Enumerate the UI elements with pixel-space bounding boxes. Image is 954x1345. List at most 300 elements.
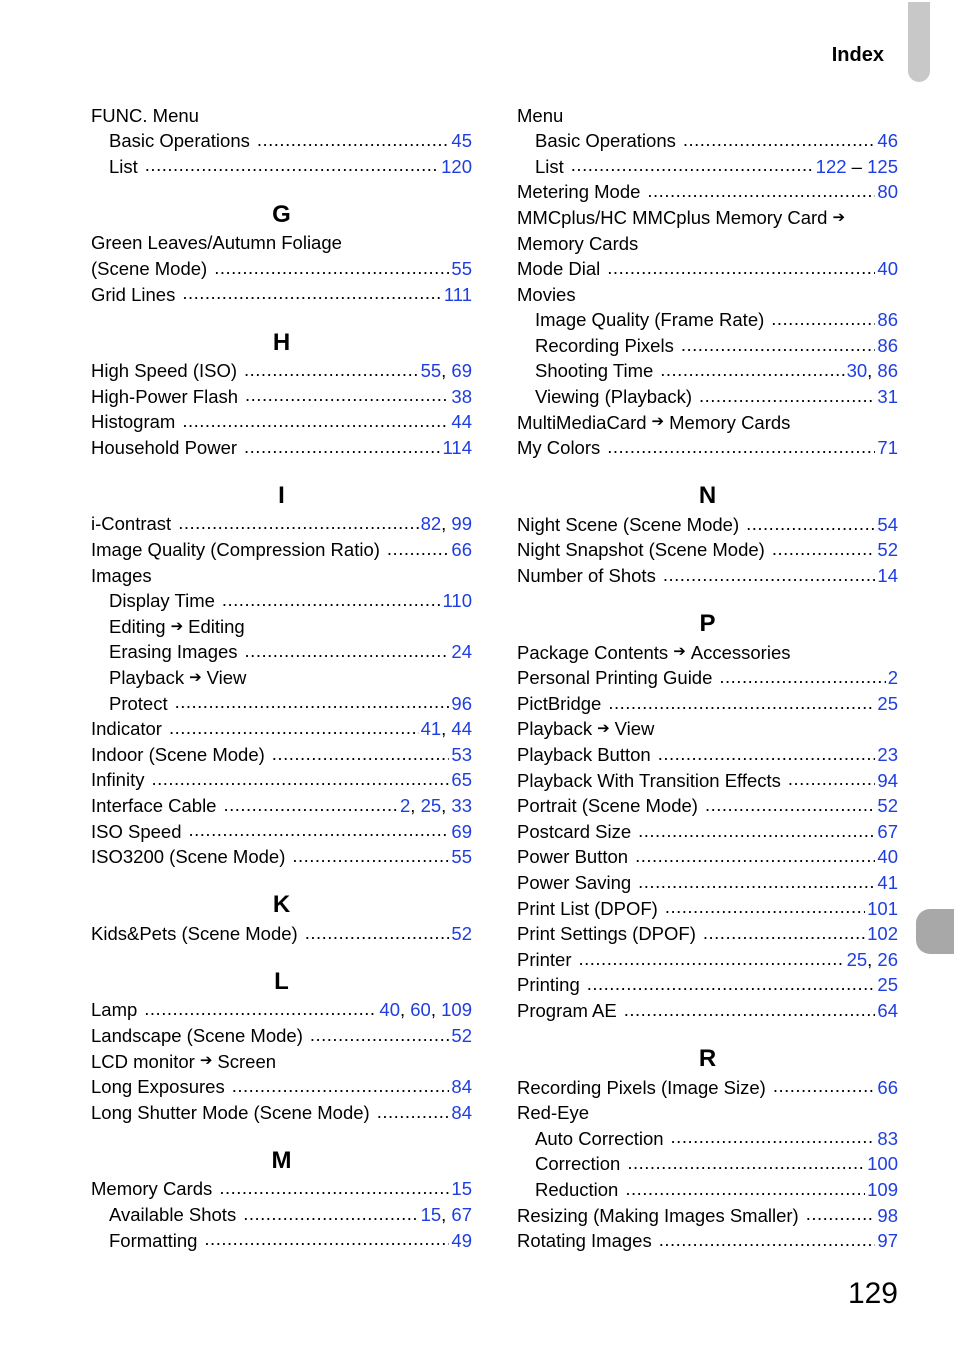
- page-link[interactable]: 98: [877, 1204, 898, 1226]
- page-link[interactable]: 52: [451, 1024, 472, 1046]
- page-link[interactable]: 100: [867, 1153, 898, 1175]
- entry-label: Printer: [517, 948, 572, 970]
- page-references: [877, 334, 898, 356]
- page-link[interactable]: 66: [877, 1076, 898, 1098]
- leader-dots: [703, 925, 865, 943]
- entry-label: Grid Lines: [91, 283, 176, 305]
- page-link[interactable]: 111: [443, 283, 472, 305]
- page-references: [877, 388, 898, 407]
- right-arrow-icon: ➔: [597, 720, 610, 738]
- index-subentry: [91, 129, 472, 155]
- index-entry: [517, 742, 898, 768]
- entry-label: Basic Operations: [109, 130, 250, 152]
- page-link[interactable]: 125: [867, 155, 898, 177]
- entry-label: Night Scene (Scene Mode): [517, 513, 740, 535]
- page-link[interactable]: 44: [451, 411, 472, 433]
- index-entry: [91, 512, 472, 538]
- page-references: [421, 720, 472, 739]
- page-link[interactable]: 52: [877, 795, 898, 817]
- page-link[interactable]: 80: [877, 181, 898, 203]
- page-link[interactable]: 86: [877, 360, 898, 382]
- page-link[interactable]: 65: [451, 769, 472, 791]
- entry-label: Number of Shots: [517, 565, 656, 587]
- entry-label: Reduction: [535, 1178, 619, 1200]
- entry-label: Resizing (Making Images Smaller): [517, 1204, 799, 1226]
- page-separator: ,: [441, 360, 452, 382]
- index-entry: [91, 538, 472, 564]
- page-link[interactable]: 86: [877, 309, 898, 331]
- page-separator: ,: [441, 513, 452, 535]
- entry-label: Metering Mode: [517, 181, 641, 203]
- page-link[interactable]: 71: [877, 437, 898, 459]
- page-link[interactable]: 25: [846, 948, 868, 970]
- page-link[interactable]: 44: [451, 718, 472, 740]
- leader-dots: [232, 1078, 450, 1096]
- index-entry: [517, 103, 898, 129]
- leader-dots: [219, 1181, 449, 1199]
- entry-label: Viewing (Playback): [535, 386, 692, 408]
- page-separator: –: [846, 155, 868, 177]
- leader-dots: [771, 312, 875, 330]
- leader-dots: [178, 516, 418, 534]
- index-subentry: [91, 614, 472, 640]
- entry-label: Rotating Images: [517, 1230, 652, 1252]
- see-reference: Accessories: [690, 641, 791, 663]
- page-link[interactable]: 94: [877, 769, 898, 791]
- index-entry: [91, 921, 472, 947]
- index-entry: [517, 845, 898, 871]
- index-subentry: [91, 1228, 472, 1254]
- page-link[interactable]: 55: [420, 360, 442, 382]
- index-entry: [517, 257, 898, 283]
- index-column-left: [91, 103, 472, 1254]
- page-references: [451, 541, 472, 560]
- leader-dots: [145, 158, 439, 176]
- side-index-tab: [916, 909, 954, 954]
- page-link[interactable]: 40: [877, 846, 898, 868]
- index-entry: [517, 1101, 898, 1127]
- entry-label: Recording Pixels: [535, 334, 674, 356]
- leader-dots: [305, 925, 450, 943]
- index-entry: [91, 1023, 472, 1049]
- page-references: [877, 871, 898, 893]
- page-references: [451, 1229, 472, 1251]
- leader-dots: [683, 132, 876, 150]
- entry-label: High Speed (ISO): [91, 360, 238, 382]
- index-letter-heading: K: [272, 891, 291, 919]
- page-link[interactable]: 40: [877, 258, 898, 280]
- index-entry: [517, 870, 898, 896]
- entry-label: Print Settings (DPOF): [517, 923, 696, 945]
- page-references: [877, 311, 898, 330]
- page-references: [420, 1203, 472, 1225]
- entry-label: Shooting Time: [535, 360, 654, 382]
- index-letter-heading: L: [274, 967, 289, 995]
- page-references: [400, 797, 472, 816]
- entry-label: My Colors: [517, 437, 601, 459]
- page-link[interactable]: 110: [442, 590, 472, 612]
- page-separator: ,: [867, 360, 878, 382]
- leader-dots: [659, 1232, 876, 1250]
- page-link[interactable]: 41: [877, 871, 898, 893]
- page-references: [451, 848, 472, 867]
- page-link[interactable]: 2: [887, 667, 898, 689]
- page-separator: ,: [430, 999, 442, 1021]
- index-entry: [517, 947, 898, 973]
- index-entry: [91, 1075, 472, 1101]
- page-link[interactable]: 120: [441, 155, 472, 177]
- page-references: [867, 925, 898, 944]
- entry-label: Protect: [109, 692, 168, 714]
- entry-label: Auto Correction: [535, 1127, 664, 1149]
- page-link[interactable]: 52: [877, 539, 898, 561]
- page-references: [877, 567, 898, 586]
- section-title: Index: [831, 44, 884, 66]
- leader-dots: [214, 260, 449, 278]
- entry-label: Image Quality (Frame Rate): [535, 309, 765, 331]
- page-link[interactable]: 26: [877, 948, 898, 970]
- entry-label: Lamp: [91, 999, 138, 1021]
- page-link[interactable]: 25: [877, 974, 898, 996]
- leader-dots: [144, 1002, 377, 1020]
- index-entry: [91, 231, 472, 257]
- entry-label: Playback With Transition Effects: [517, 769, 781, 791]
- page-link[interactable]: 49: [451, 1229, 472, 1251]
- entry-label: Portrait (Scene Mode): [517, 795, 698, 817]
- index-entry: [517, 691, 898, 717]
- page-link[interactable]: 102: [867, 923, 898, 945]
- entry-label: Postcard Size: [517, 820, 632, 842]
- entry-label: Green Leaves/Autumn Foliage: [91, 232, 342, 254]
- entry-label: Erasing Images: [109, 641, 238, 663]
- leader-dots: [746, 516, 875, 534]
- page-separator: ,: [399, 999, 411, 1021]
- page-references: [451, 1180, 472, 1199]
- page-link[interactable]: 67: [877, 820, 898, 842]
- index-entry: [91, 103, 472, 129]
- index-entry: [91, 410, 472, 436]
- leader-dots: [638, 874, 875, 892]
- leader-dots: [788, 772, 876, 790]
- index-letter-heading: I: [278, 481, 285, 509]
- page-references: [867, 1155, 898, 1174]
- page-separator: ,: [441, 1203, 452, 1225]
- entry-label: (Scene Mode): [91, 257, 208, 279]
- page-references: [877, 513, 898, 535]
- page-link[interactable]: 54: [877, 513, 898, 535]
- leader-dots: [658, 746, 876, 764]
- leader-dots: [223, 797, 398, 815]
- entry-label: Package Contents: [517, 641, 669, 663]
- entry-label: Images: [91, 564, 152, 586]
- index-entry: [91, 845, 472, 871]
- entry-label: Power Button: [517, 846, 629, 868]
- entry-label: Indoor (Scene Mode): [91, 743, 265, 765]
- page-link[interactable]: 114: [442, 436, 472, 458]
- entry-label: Red-Eye: [517, 1102, 589, 1124]
- leader-dots: [627, 1156, 865, 1174]
- page-link[interactable]: 46: [877, 130, 898, 152]
- index-subentry: [517, 1152, 898, 1178]
- page-separator: ,: [867, 948, 878, 970]
- index-subentry: [517, 333, 898, 359]
- index-entry: [517, 564, 898, 590]
- index-subentry: [517, 359, 898, 385]
- page-link[interactable]: 53: [451, 743, 472, 765]
- leader-dots: [773, 1079, 876, 1097]
- page-link[interactable]: 67: [451, 1203, 472, 1225]
- page-link[interactable]: 96: [451, 692, 472, 714]
- index-subentry: [517, 308, 898, 334]
- entry-label: ISO3200 (Scene Mode): [91, 846, 286, 868]
- page-link[interactable]: 69: [451, 820, 472, 842]
- index-entry: [91, 1100, 472, 1126]
- entry-label: Program AE: [517, 999, 617, 1021]
- index-letter-heading: N: [698, 482, 717, 510]
- index-entry: [517, 436, 898, 462]
- page-references: [451, 1101, 472, 1123]
- index-letter-heading: M: [271, 1146, 292, 1174]
- page-link[interactable]: 52: [451, 922, 472, 944]
- entry-label: Memory Cards: [517, 232, 639, 254]
- page-link[interactable]: 66: [451, 539, 472, 561]
- right-arrow-icon: ➔: [189, 668, 202, 686]
- page-references: [815, 155, 898, 177]
- index-entry: [91, 717, 472, 743]
- index-entry: [91, 256, 472, 282]
- index-entry: [91, 1177, 472, 1203]
- page-link[interactable]: 41: [420, 718, 442, 740]
- page-link[interactable]: 45: [451, 130, 472, 152]
- entry-label: Kids&Pets (Scene Mode): [91, 922, 298, 944]
- page-references: [451, 1078, 472, 1097]
- page-link[interactable]: 55: [451, 846, 472, 868]
- page-references: [888, 669, 898, 688]
- page-references: [421, 362, 472, 381]
- page-link[interactable]: 122: [815, 155, 847, 177]
- page-link[interactable]: 14: [877, 565, 898, 587]
- page-link[interactable]: 109: [441, 999, 472, 1021]
- leader-dots: [624, 1002, 876, 1020]
- index-entry: [91, 793, 472, 819]
- index-entry: [517, 1203, 898, 1229]
- page-references: [379, 1001, 472, 1020]
- entry-label: PictBridge: [517, 692, 602, 714]
- page-link[interactable]: 83: [877, 1127, 898, 1149]
- see-reference: Screen: [217, 1050, 277, 1072]
- entry-label: List: [535, 155, 564, 177]
- entry-label: Printing: [517, 974, 580, 996]
- page-references: [451, 692, 472, 714]
- index-subentry: [91, 589, 472, 615]
- leader-dots: [377, 1104, 450, 1122]
- index-entry: [517, 231, 898, 257]
- leader-dots: [638, 823, 875, 841]
- leader-dots: [635, 849, 875, 867]
- page-link[interactable]: 86: [877, 334, 898, 356]
- index-entry: [517, 205, 898, 231]
- page-link[interactable]: 24: [451, 641, 472, 663]
- index-entry: [517, 717, 898, 743]
- page-link[interactable]: 55: [451, 257, 472, 279]
- index-subentry: [517, 1126, 898, 1152]
- see-reference: Editing: [188, 615, 245, 637]
- entry-label: LCD monitor: [91, 1050, 195, 1072]
- index-column-right: [517, 103, 898, 1254]
- index-entry: [91, 819, 472, 845]
- entry-label: Infinity: [91, 769, 145, 791]
- entry-label: Image Quality (Compression Ratio): [91, 539, 380, 561]
- page-link[interactable]: 33: [451, 795, 472, 817]
- entry-label: Menu: [517, 104, 564, 126]
- page-references: [442, 436, 473, 458]
- index-entry: [517, 410, 898, 436]
- leader-dots: [310, 1027, 450, 1045]
- page-separator: ,: [441, 795, 452, 817]
- entry-label: Mode Dial: [517, 258, 601, 280]
- leader-dots: [579, 951, 845, 969]
- page-link[interactable]: 15: [420, 1203, 442, 1225]
- leader-dots: [587, 977, 876, 995]
- leader-dots: [189, 823, 450, 841]
- entry-label: Power Saving: [517, 871, 632, 893]
- index-entry: [517, 794, 898, 820]
- page-number: 129: [847, 1277, 898, 1310]
- page-references: [877, 132, 898, 151]
- leader-dots: [608, 695, 875, 713]
- entry-label: Histogram: [91, 411, 176, 433]
- page-references: [877, 820, 898, 842]
- page-references: [451, 922, 472, 944]
- page-link[interactable]: 30: [846, 360, 868, 382]
- see-reference: View: [206, 667, 247, 689]
- page-references: [451, 385, 472, 407]
- entry-label: MMCplus/HC MMCplus Memory Card: [517, 206, 828, 228]
- page-references: [877, 746, 898, 765]
- entry-label: Night Snapshot (Scene Mode): [517, 539, 765, 561]
- leader-dots: [625, 1181, 865, 1199]
- leader-dots: [705, 797, 875, 815]
- leader-dots: [772, 542, 876, 560]
- entry-label: Formatting: [109, 1229, 198, 1251]
- page-references: [847, 362, 898, 381]
- leader-dots: [571, 158, 814, 176]
- page-link[interactable]: 64: [877, 999, 898, 1021]
- leader-dots: [663, 567, 876, 585]
- index-subentry: [517, 1177, 898, 1203]
- index-entry: [517, 180, 898, 206]
- page-link[interactable]: 38: [451, 385, 472, 407]
- index-entry: [517, 538, 898, 564]
- index-entry: [517, 512, 898, 538]
- index-entry: [91, 998, 472, 1024]
- page-references: [877, 848, 898, 867]
- see-reference: Memory Cards: [669, 411, 791, 433]
- page-link[interactable]: 99: [451, 513, 472, 535]
- entry-label: Long Shutter Mode (Scene Mode): [91, 1101, 370, 1123]
- page-link[interactable]: 23: [877, 744, 898, 766]
- leader-dots: [245, 388, 449, 406]
- index-entry: [91, 742, 472, 768]
- leader-dots: [671, 1130, 876, 1148]
- index-entry: [517, 973, 898, 999]
- index-entry: [517, 998, 898, 1024]
- entry-label: Correction: [535, 1153, 621, 1175]
- page-link[interactable]: 31: [877, 386, 898, 408]
- page-references: [846, 948, 898, 970]
- index-subentry: [91, 154, 472, 180]
- page-link[interactable]: 60: [410, 999, 431, 1021]
- page-references: [877, 797, 898, 816]
- page-link[interactable]: 25: [877, 692, 898, 714]
- leader-dots: [607, 440, 875, 458]
- page-references: [877, 260, 898, 279]
- page-link[interactable]: 84: [451, 1076, 472, 1098]
- page-references: [451, 1024, 472, 1046]
- index-subentry: [91, 691, 472, 717]
- index-entry: [517, 922, 898, 948]
- page-link[interactable]: 40: [379, 999, 400, 1021]
- index-letter-heading: G: [272, 200, 291, 228]
- page-link[interactable]: 97: [877, 1230, 898, 1252]
- entry-label: Display Time: [109, 590, 215, 612]
- page-link[interactable]: 82: [420, 513, 442, 535]
- page-references: [421, 515, 472, 534]
- right-arrow-icon: ➔: [832, 208, 846, 226]
- leader-dots: [244, 362, 419, 380]
- page-link[interactable]: 2: [399, 795, 411, 817]
- entry-label: Playback Button: [517, 744, 651, 766]
- entry-label: ISO Speed: [91, 820, 182, 842]
- leader-dots: [182, 286, 442, 304]
- index-entry: [91, 768, 472, 794]
- page-link[interactable]: 84: [451, 1101, 472, 1123]
- page-separator: ,: [441, 718, 452, 740]
- leader-dots: [244, 439, 440, 457]
- leader-dots: [806, 1207, 876, 1225]
- page-references: [877, 1232, 898, 1251]
- leader-dots: [387, 541, 450, 559]
- page-link[interactable]: 109: [867, 1178, 898, 1200]
- leader-dots: [169, 720, 419, 738]
- leader-dots: [681, 337, 876, 355]
- page-references: [867, 1178, 898, 1200]
- entry-label: Basic Operations: [535, 130, 676, 152]
- page-references: [441, 155, 472, 177]
- index-entry: [517, 1229, 898, 1255]
- index-entry: [91, 359, 472, 385]
- page-references: [451, 257, 472, 279]
- leader-dots: [607, 260, 875, 278]
- entry-label: Playback: [517, 718, 593, 740]
- leader-dots: [660, 363, 844, 381]
- leader-dots: [204, 1232, 449, 1250]
- entry-label: Landscape (Scene Mode): [91, 1024, 303, 1046]
- leader-dots: [665, 900, 865, 918]
- page-link[interactable]: 101: [867, 897, 898, 919]
- page-references: [451, 132, 472, 151]
- page-link[interactable]: 15: [451, 1178, 472, 1200]
- page-references: [451, 771, 472, 790]
- page-link[interactable]: 25: [420, 795, 442, 817]
- page-references: [877, 692, 898, 714]
- page-references: [877, 439, 898, 458]
- page-link[interactable]: 69: [451, 360, 472, 382]
- page-references: [451, 743, 472, 765]
- page-references: [877, 1204, 898, 1226]
- index-subentry: [91, 1202, 472, 1228]
- right-arrow-icon: ➔: [199, 1052, 213, 1070]
